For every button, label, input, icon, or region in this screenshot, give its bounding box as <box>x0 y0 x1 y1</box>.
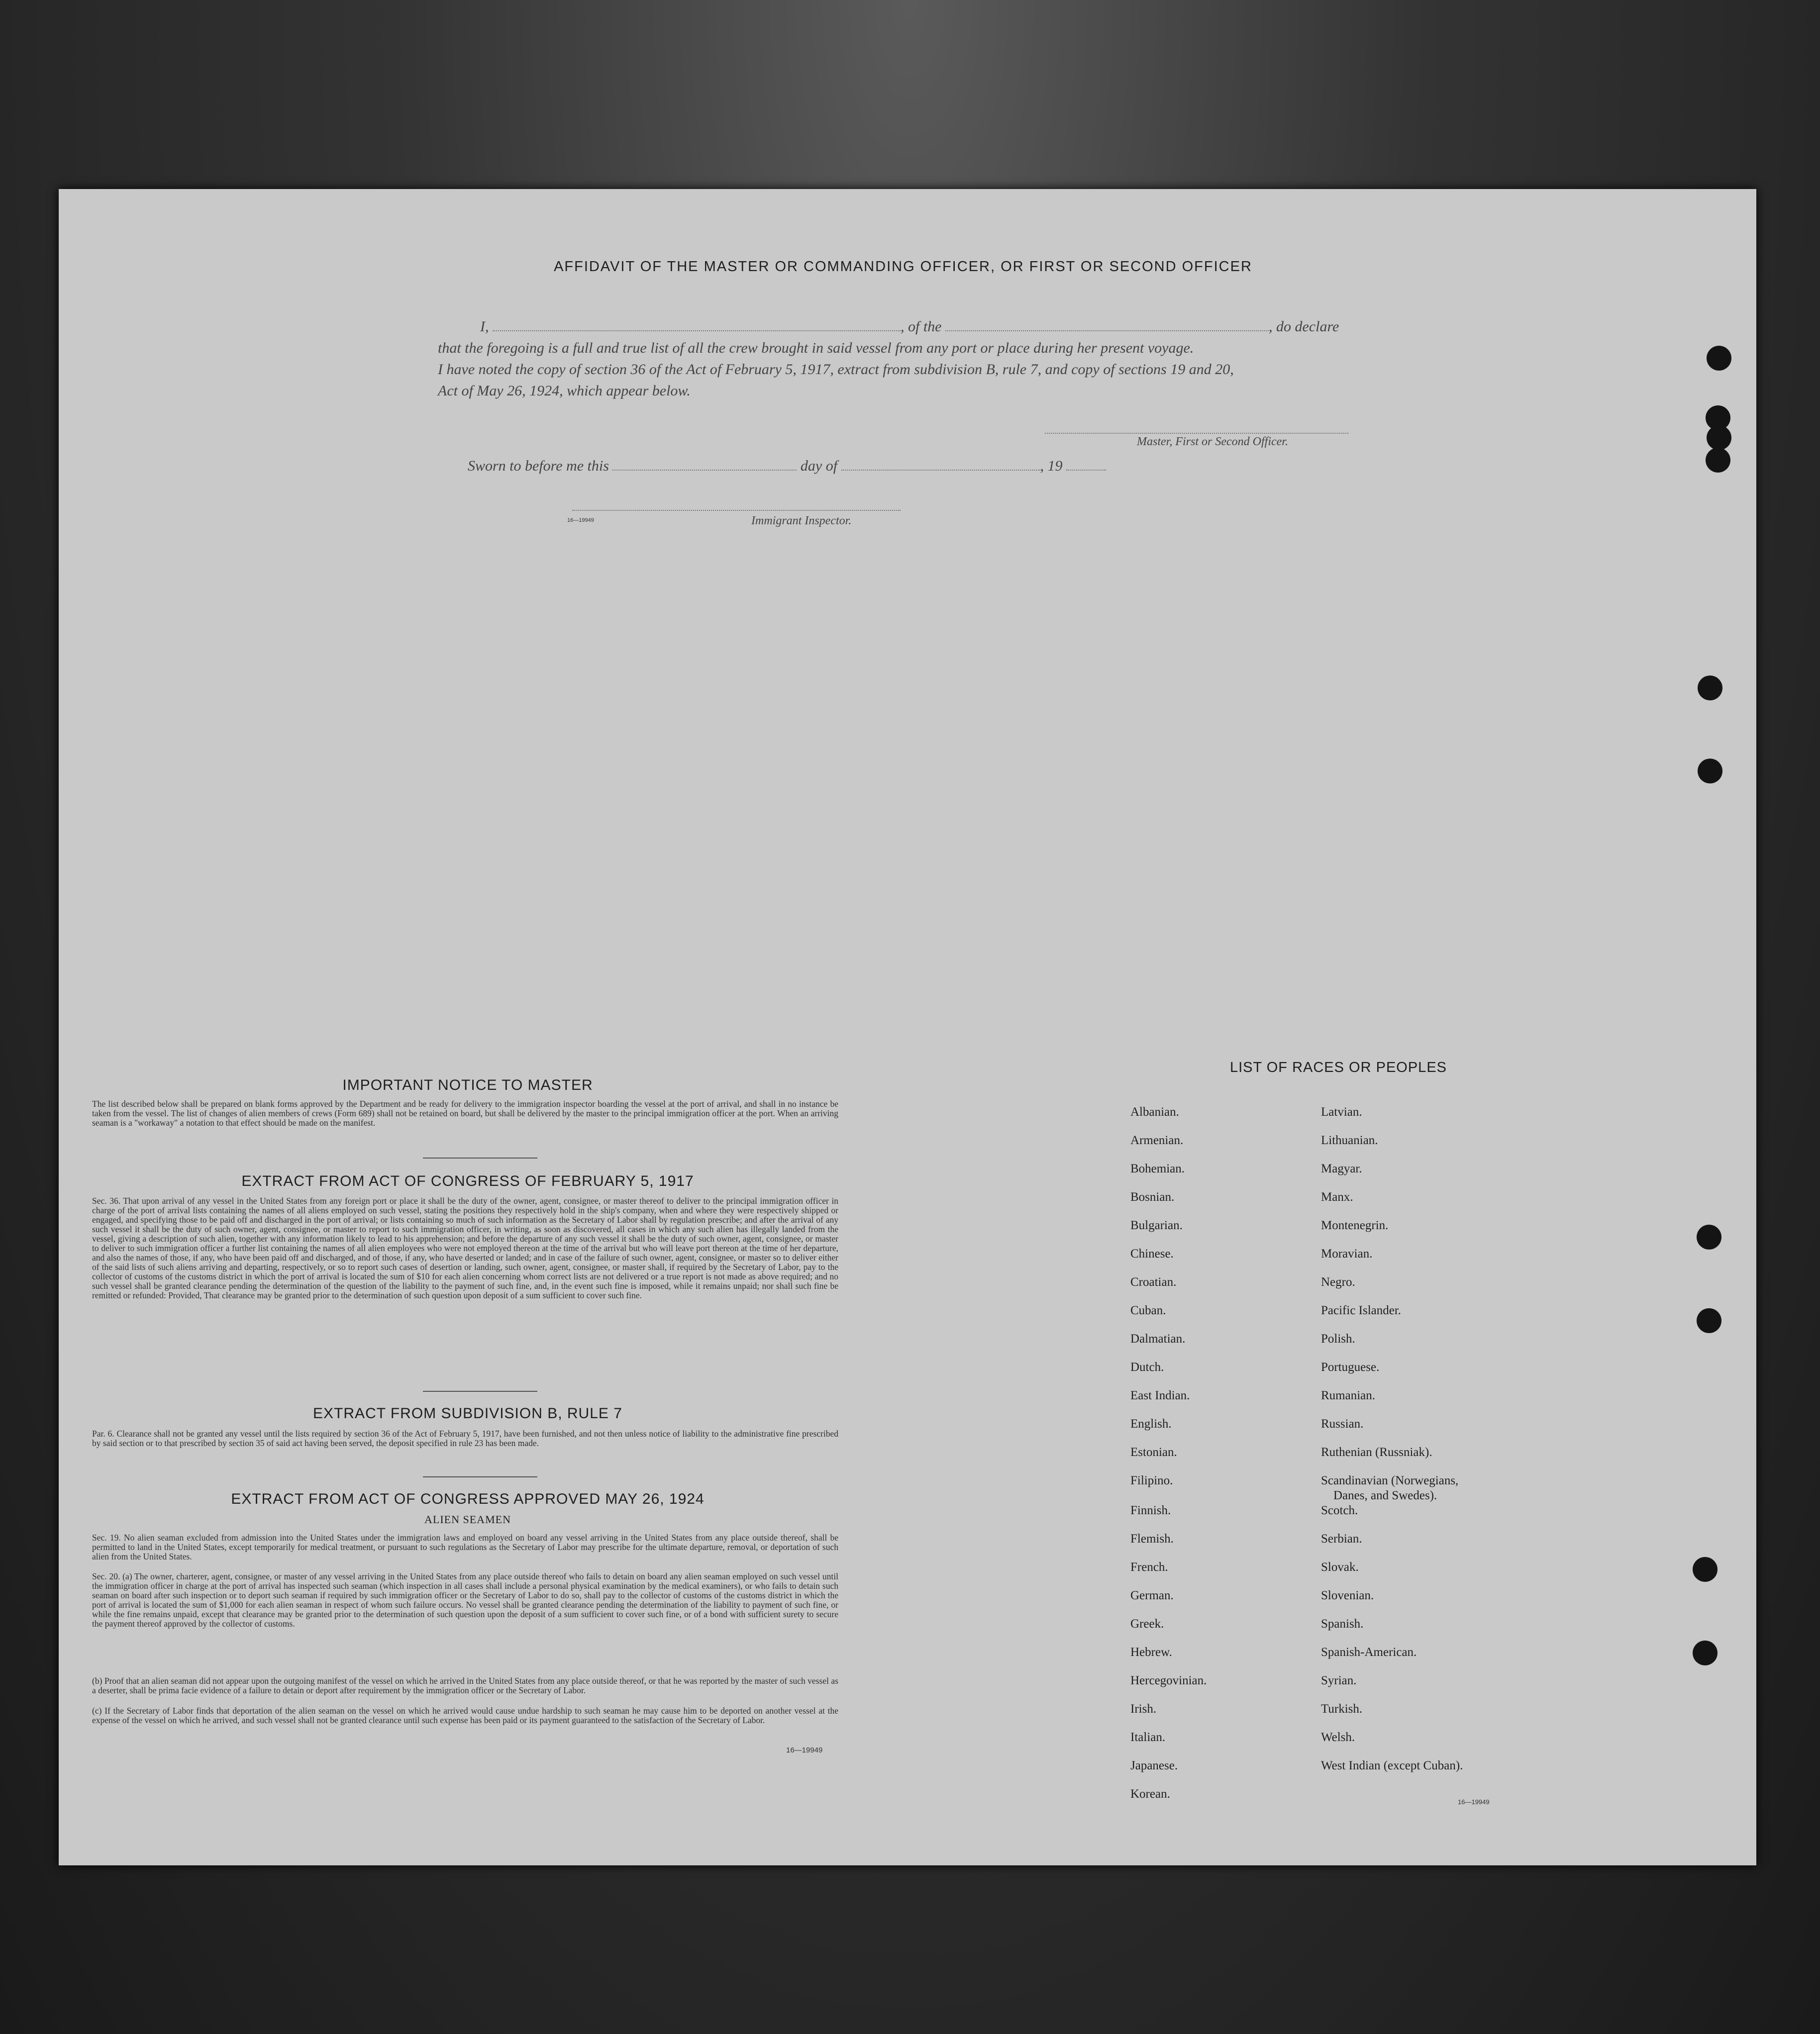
extract-rule7-text: Par. 6. Clearance shall not be granted any vessel until the lists required by section 36 of the Act of February 5, 1917, have been furnished, and not then unless notice of liability to the administrative fine prescribed by said section or to that prescribed by section 35 of said act having been served, the deposit specified in rule 23 has been made. <box>92 1429 838 1448</box>
affidavit-title: AFFIDAVIT OF THE MASTER OR COMMANDING OFFICER, OR FIRST OR SECOND OFFICER <box>554 259 1252 275</box>
races-form-number: 16—19949 <box>1458 1798 1490 1806</box>
day-blank[interactable] <box>612 469 797 471</box>
race-item: Filipino. <box>1130 1474 1173 1487</box>
race-item: Latvian. <box>1321 1105 1362 1119</box>
race-item: Dalmatian. <box>1130 1332 1186 1346</box>
punch-hole <box>1707 425 1731 450</box>
race-item: Cuban. <box>1130 1304 1166 1317</box>
race-item: Estonian. <box>1130 1446 1177 1459</box>
notice-title: IMPORTANT NOTICE TO MASTER <box>342 1077 593 1093</box>
inspector-signature-line[interactable] <box>572 510 901 511</box>
race-item: Albanian. <box>1130 1105 1179 1119</box>
affidavit-declaration-line <box>438 318 1373 335</box>
races-title: LIST OF RACES OR PEOPLES <box>1229 1060 1447 1075</box>
section-20c-text: (c) If the Secretary of Labor finds that deportation of the alien seaman on the vessel on which he arrived would cause undue hardship to such seaman he may cause him to be deported on another vessel at the expense of the vessel on which he arrived, and such vessel shall not be granted clearance until such expense has been paid or its payment guaranteed to the satisfaction of the Secretary of Labor. <box>92 1706 838 1725</box>
section-19-text: Sec. 19. No alien seaman excluded from admission into the United States under the immigration laws and employed on board any vessel arriving in the United States from any place outside thereof, shall be permitted to land in the United States, except temporarily for medical treatment, or pursuant to such regulations as the Secretary of Labor may prescribe for the ultimate departure, removal, or deportation of such alien from the United States. <box>92 1533 838 1561</box>
month-blank[interactable] <box>841 469 1040 471</box>
race-item: Irish. <box>1130 1702 1157 1716</box>
race-item: Ruthenian (Russniak). <box>1321 1446 1432 1459</box>
name-blank[interactable] <box>493 330 901 331</box>
race-item: Korean. <box>1130 1787 1170 1801</box>
extract-rule7-title: EXTRACT FROM SUBDIVISION B, RULE 7 <box>313 1405 622 1422</box>
race-item: Magyar. <box>1321 1162 1362 1175</box>
race-item: Slovak. <box>1321 1560 1359 1574</box>
race-item: Armenian. <box>1130 1134 1184 1147</box>
race-item: West Indian (except Cuban). <box>1321 1759 1463 1772</box>
extract-form-number: 16—19949 <box>786 1746 823 1754</box>
inspector-label: Immigrant Inspector. <box>751 514 852 527</box>
race-item: Italian. <box>1130 1731 1166 1744</box>
race-item: East Indian. <box>1130 1389 1190 1402</box>
punch-hole <box>1697 1308 1721 1333</box>
race-item: Spanish-American. <box>1321 1646 1417 1659</box>
sworn-text: Sworn to before me this <box>468 458 609 474</box>
race-item: Montenegrin. <box>1321 1219 1389 1232</box>
race-item: Chinese. <box>1130 1247 1174 1260</box>
affidavit-line-3: I have noted the copy of section 36 of the Act of February 5, 1917, extract from subdivision B, rule 7, and copy of sections 19 and 20, <box>438 361 1234 378</box>
race-item: Moravian. <box>1321 1247 1373 1260</box>
race-item: Pacific Islander. <box>1321 1304 1402 1317</box>
punch-hole <box>1706 448 1730 473</box>
race-item: Bohemian. <box>1130 1162 1185 1175</box>
race-item: Scotch. <box>1321 1504 1358 1517</box>
race-item: Portuguese. <box>1321 1360 1380 1374</box>
sworn-line <box>468 458 1403 475</box>
extract-1924-title: EXTRACT FROM ACT OF CONGRESS APPROVED MAY 26, 1924 <box>231 1491 705 1507</box>
master-signature-label: Master, First or Second Officer. <box>1137 435 1288 448</box>
race-item: Rumanian. <box>1321 1389 1376 1402</box>
race-item: German. <box>1130 1589 1174 1602</box>
master-signature-line[interactable] <box>1045 433 1348 434</box>
race-item: Hebrew. <box>1130 1646 1172 1659</box>
race-item: Flemish. <box>1130 1532 1174 1546</box>
race-item: Polish. <box>1321 1332 1355 1346</box>
extract-1917-text: Sec. 36. That upon arrival of any vessel in the United States from any foreign port or place it shall be the duty of the owner, agent, consignee, or master thereof to deliver to the principal immigration officer in charge of the port of arrival lists containing the names of all aliens employed on such vessel, stating the positions they respectively hold in the ship's company, when and where they were respectively shipped or engaged, and specifying those to be paid off and discharged in the port of arrival; or lists containing so much of such information as the Secretary of Labor shall by regulation prescribe; and after the arrival of any such vessel it shall be the duty of such owner, agent, consignee, or master to report to such immigration officer, in writing, as soon as discovered, all cases in which any such alien has illegally landed from the vessel, giving a description of such alien, together with any information likely to lead to his apprehension; and before the departure of any such vessel it shall be the duty of such owner, agent, consignee, or master to deliver to such immigration officer a further list containing the names of all alien employees who were not employed thereon at the time of the arrival but who will leave port thereon at the time of her departure, and also the names of those, if any, who have been paid off and discharged, and of those, if any, who have deserted or landed; and in case of the failure of such owner, agent, consignee, or master so to deliver either of the said lists of such aliens arriving and departing, respectively, or so to report such cases of desertion or landing, such owner, agent, consignee, or master shall, if required by the Secretary of Labor, pay to the collector of customs of the customs district in which the port of arrival is located the sum of $10 for each alien concerning whom correct lists are not delivered or a true report is not made as above required; and no such vessel shall be granted clearance pending the determination of the question of the liability to the payment of such fine, and, in the event such fine is imposed, while it remains unpaid; nor shall such fine be remitted or refunded: Provided, That clearance may be granted prior to the determination of such question upon deposit of a sum sufficient to cover such fine. <box>92 1196 838 1300</box>
race-item: Danes, and Swedes). <box>1333 1489 1437 1502</box>
extract-1917-title: EXTRACT FROM ACT OF CONGRESS OF FEBRUARY 5, 1917 <box>241 1173 694 1189</box>
section-20a-text: Sec. 20. (a) The owner, charterer, agent, consignee, or master of any vessel arriving in the United States from any place outside thereof who fails to detain on board any alien seaman employed on such vessel until the immigration officer in charge at the port of arrival has inspected such seaman (which inspection in all cases shall include a personal physical examination by the medical examiners), or who fails to detain such seaman on board after such inspection or to deport such seaman if required by such immigration officer or the Secretary of Labor to do so, shall pay to the collector of customs of the customs district in which the port of arrival is located the sum of $1,000 for each alien seaman in respect of whom such failure occurs. No vessel shall be granted clearance pending the determination of the liability to payment of such fine, or while the fine remains unpaid, except that clearance may be granted prior to the determination of such question upon the deposit of a sum sufficient to cover such fine, or of a bond with sufficient surety to secure the payment thereof approved by the collector of customs. <box>92 1571 838 1629</box>
race-item: Welsh. <box>1321 1731 1355 1744</box>
race-item: Syrian. <box>1321 1674 1357 1687</box>
day-of-text: day of <box>800 458 838 474</box>
punch-hole <box>1698 759 1722 783</box>
section-divider <box>423 1158 537 1159</box>
affidavit-i: I, <box>480 318 489 335</box>
race-item: Serbian. <box>1321 1532 1362 1546</box>
race-item: Spanish. <box>1321 1617 1364 1631</box>
section-divider <box>423 1476 537 1477</box>
punch-hole <box>1693 1557 1718 1582</box>
year-blank[interactable] <box>1066 469 1106 471</box>
alien-seamen-subtitle: ALIEN SEAMEN <box>424 1513 511 1526</box>
punch-hole <box>1697 1225 1721 1250</box>
race-item: English. <box>1130 1417 1172 1431</box>
affidavit-line-4: Act of May 26, 1924, which appear below. <box>438 383 691 399</box>
race-item: Dutch. <box>1130 1360 1164 1374</box>
race-item: Croatian. <box>1130 1275 1177 1289</box>
race-item: Greek. <box>1130 1617 1164 1631</box>
race-item: Scandinavian (Norwegians, <box>1321 1474 1459 1487</box>
race-item: Russian. <box>1321 1417 1364 1431</box>
race-item: Hercegovinian. <box>1130 1674 1207 1687</box>
race-item: Lithuanian. <box>1321 1134 1378 1147</box>
year-prefix: , 19 <box>1040 458 1063 474</box>
vessel-blank[interactable] <box>945 330 1269 331</box>
race-item: Bulgarian. <box>1130 1219 1183 1232</box>
affidavit-form-number: 16—19949 <box>567 517 594 523</box>
race-item: Slovenian. <box>1321 1589 1374 1602</box>
section-divider <box>423 1391 537 1392</box>
race-item: Negro. <box>1321 1275 1355 1289</box>
race-item: Finnish. <box>1130 1504 1171 1517</box>
notice-text: The list described below shall be prepared on blank forms approved by the Department and be ready for delivery to the immigration inspector boarding the vessel at the port of arrival, and shall in no instance be taken from the vessel. The list of changes of alien members of crews (Form 689) shall not be retained on board, but shall be delivered by the master to the principal immigration officer at the port. When an arriving seaman is a "workaway" a notation to that effect should be made on the manifest. <box>92 1099 838 1128</box>
race-item: Japanese. <box>1130 1759 1178 1772</box>
affidavit-do-declare: , do declare <box>1269 318 1339 335</box>
race-item: Turkish. <box>1321 1702 1363 1716</box>
punch-hole <box>1698 676 1722 700</box>
punch-hole <box>1707 346 1731 371</box>
race-item: Bosnian. <box>1130 1190 1175 1204</box>
affidavit-of-the: , of the <box>901 318 942 335</box>
race-item: French. <box>1130 1560 1168 1574</box>
punch-hole <box>1693 1641 1718 1665</box>
race-item: Manx. <box>1321 1190 1353 1204</box>
section-20b-text: (b) Proof that an alien seaman did not appear upon the outgoing manifest of the vessel on which he arrived in the United States from any place outside thereof, or that he was reported by the master of such vessel as a deserter, shall be prima facie evidence of a failure to detain or deport after requirement by the immigration officer or the Secretary of Labor. <box>92 1676 838 1695</box>
affidavit-line-2: that the foregoing is a full and true list of all the crew brought in said vessel from any port or place during her present voyage. <box>438 340 1194 356</box>
